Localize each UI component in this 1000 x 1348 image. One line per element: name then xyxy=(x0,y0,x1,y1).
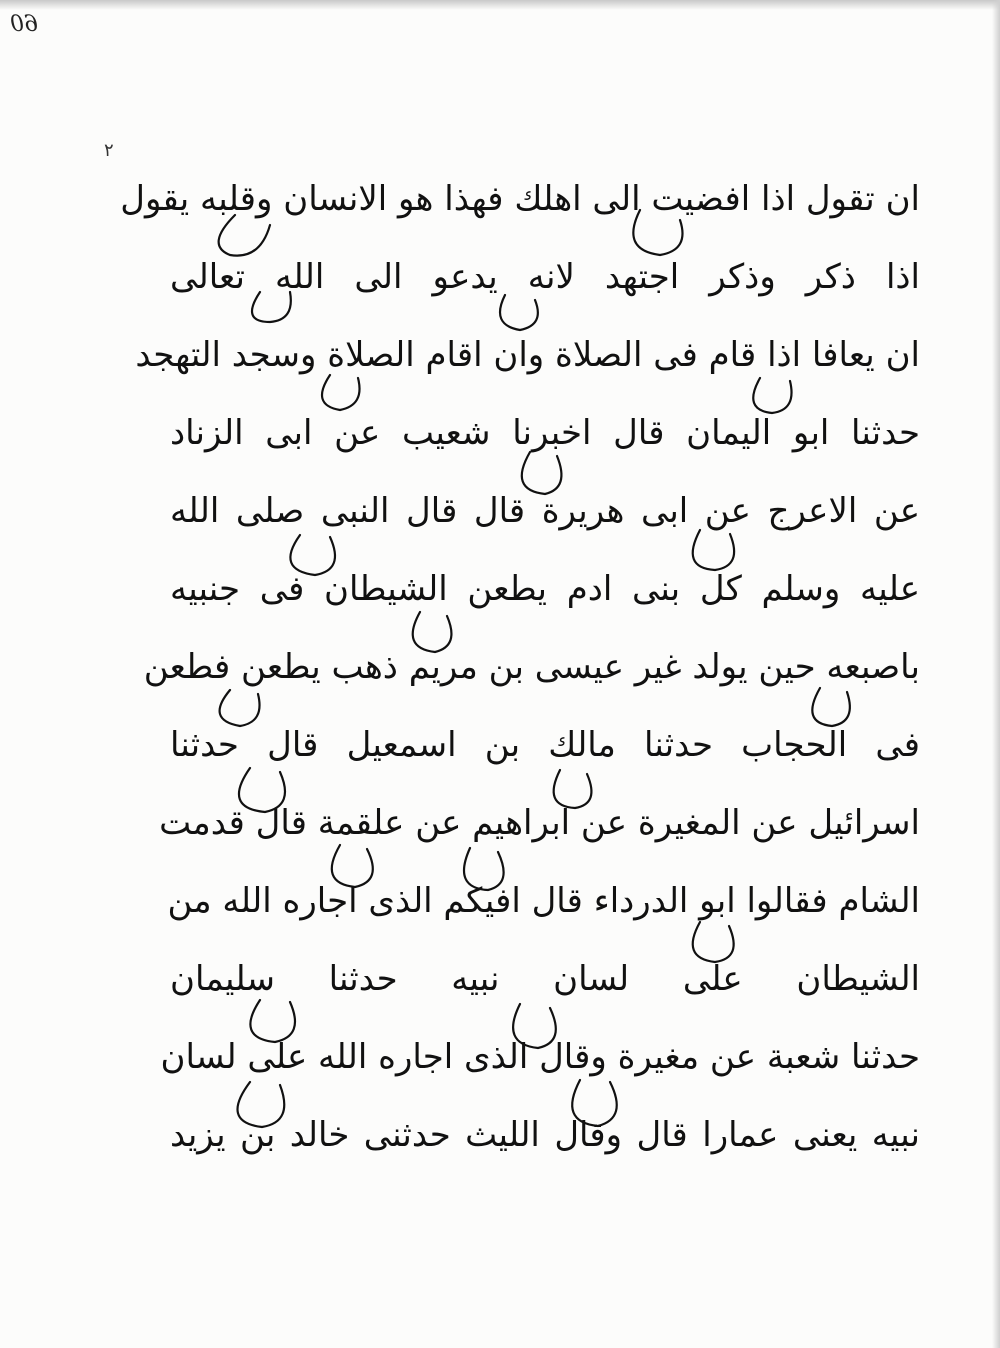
manuscript-line-2: اذا ذكر وذكر اجتهد لانه يدعو الى الله تعالى xyxy=(170,257,920,297)
manuscript-line-8: فى الحجاب حدثنا مالك بن اسمعيل قال حدثنا xyxy=(170,725,920,765)
manuscript-line-3: ان يعافا اذا قام فى الصلاة وان اقام الصلاة وسجد التهجد xyxy=(135,335,920,375)
manuscript-line-5: عن الاعرج عن ابى هريرة قال قال النبى صلى الله xyxy=(170,491,920,531)
manuscript-line-4: حدثنا ابو اليمان قال اخبرنا شعيب عن ابى الزناد xyxy=(170,413,920,453)
manuscript-line-13: نبيه يعنى عمارا قال وقال الليث حدثنى خالد بن يزيد xyxy=(170,1115,920,1155)
manuscript-line-9: اسرائيل عن المغيرة عن ابراهيم عن علقمة قال قدمت xyxy=(159,803,920,843)
margin-mark: ٢ xyxy=(104,140,114,161)
manuscript-line-10: الشام فقالوا ابو الدرداء قال افيكم الذى اجاره الله من xyxy=(167,881,920,921)
manuscript-line-6: عليه وسلم كل بنى ادم يطعن الشيطان فى جنبيه xyxy=(170,569,920,609)
manuscript-line-1: ان تقول اذا افضيت الى اهلك فهذا هو الانسان وقلبه يقول xyxy=(120,179,920,219)
folio-number: 60 xyxy=(10,12,38,37)
manuscript-line-12: حدثنا شعبة عن مغيرة وقال الذى اجاره الله على لسان xyxy=(160,1037,920,1077)
manuscript-line-7: باصبعه حين يولد غير عيسى بن مريم ذهب يطعن فطعن xyxy=(143,647,920,687)
manuscript-line-11: الشيطان على لسان نبيه حدثنا سليمان xyxy=(170,959,920,999)
